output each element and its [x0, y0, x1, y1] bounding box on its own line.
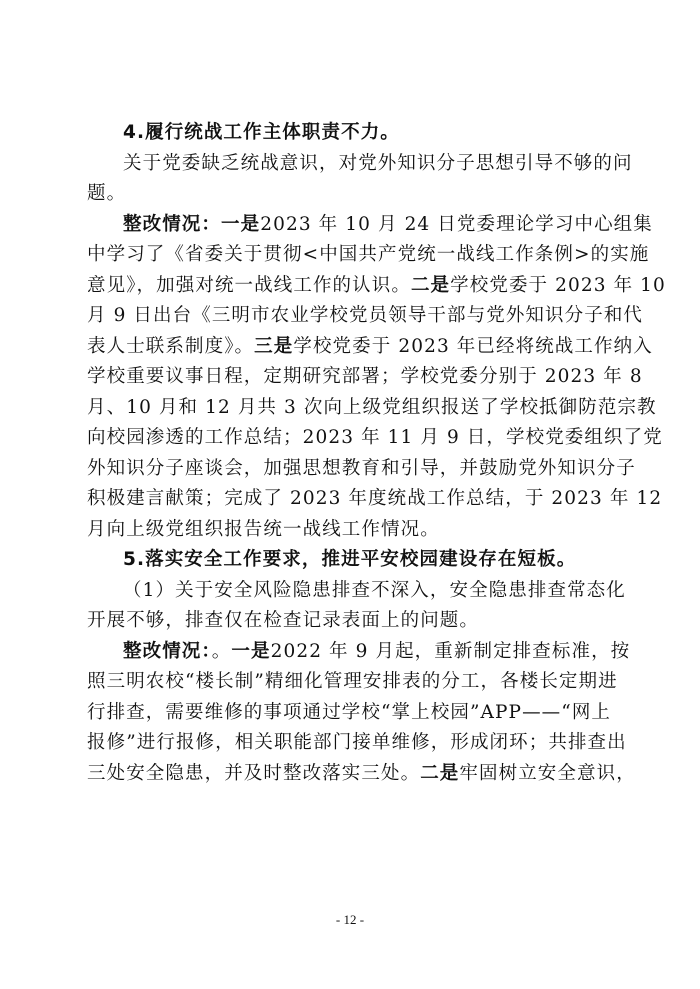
paragraph-text: 2023 年 10 月 24 日党委理论学习中心组集: [260, 213, 653, 235]
enumeration-first: 一是: [231, 640, 271, 662]
rectification-label: 整改情况：: [123, 640, 212, 662]
paragraph-text: 三处安全隐患，并及时整改落实三处。: [87, 762, 421, 784]
section-4-heading: 4.履行统战工作主体职责不力。: [123, 122, 400, 143]
enumeration-first: 一是: [221, 213, 261, 235]
section-4-rectification-line-9: 外知识分子座谈会，加强思想教育和引导，并鼓励党外知识分子: [87, 457, 636, 479]
section-5-rectification-line-4: 报修”进行报修，相关职能部门接单维修，形成闭环；共排查出: [87, 732, 627, 753]
paragraph-text: 。: [211, 640, 232, 662]
section-4-rectification-line-7: 月、10 月和 12 月共 3 次向上级党组织报送了学校抵御防范宗教: [87, 396, 657, 418]
section-4-rectification-line-10: 积极建言献策；完成了 2023 年度统战工作总结，于 2023 年 12: [87, 488, 663, 509]
paragraph-text: 学校党委于 2023 年 10: [450, 274, 666, 296]
section-4-rectification-line-6: 学校重要议事日程，定期研究部署；学校党委分别于 2023 年 8: [87, 366, 643, 387]
section-4-rectification-line-5: [87, 332, 653, 363]
section-4-rectification-line-11: 月向上级党组织报告统一战线工作情况。: [87, 518, 440, 540]
section-5-issue-line-2: 开展不够，排查仅在检查记录表面上的问题。: [87, 610, 480, 631]
section-4-rectification-line-2: 中学习了《省委关于贯彻<中国共产党统一战线工作条例>的实施: [87, 244, 650, 265]
enumeration-second: 二是: [410, 274, 451, 296]
section-5-rectification-line-2: 照三明农校“楼长制”精细化管理安排表的分工，各楼长定期进: [87, 671, 618, 692]
enumeration-third: 三是: [254, 335, 294, 357]
paragraph-text: 2022 年 9 月起，重新制定排查标准，按: [270, 640, 631, 662]
section-5-issue-line-1: （1）关于安全风险隐患排查不深入，安全隐患排查常态化: [123, 579, 626, 601]
section-4-issue-line-1: 关于党委缺乏统战意识，对党外知识分子思想引导不够的问: [123, 152, 633, 174]
section-4-issue-line-2: 题。: [87, 183, 127, 204]
section-4-rectification-line-1: [87, 210, 653, 241]
paragraph-text: 意见》，加强对统一战线工作的认识。: [87, 274, 411, 296]
rectification-label: 整改情况：: [123, 213, 222, 235]
section-5-rectification-line-1: [87, 637, 631, 668]
section-5-rectification-line-3: 行排查，需要维修的事项通过学校“掌上校园”APP——“网上: [87, 701, 612, 723]
paragraph-text: 牢固树立安全意识，: [459, 762, 636, 784]
section-5-rectification-line-5: [87, 759, 636, 790]
document-body: [87, 118, 666, 789]
paragraph-text: 学校党委于 2023 年已经将统战工作纳入: [293, 335, 653, 357]
paragraph-text: 表人士联系制度》。: [87, 335, 255, 357]
page-number: - 12 -: [335, 912, 365, 927]
section-4-rectification-line-4: 月 9 日出台《三明市农业学校党员领导干部与党外知识分子和代: [87, 305, 644, 326]
section-4-rectification-line-8: 向校园渗透的工作总结；2023 年 11 月 9 日，学校党委组织了党: [87, 427, 663, 448]
section-5-heading: 5.落实安全工作要求，推进平安校园建设存在短板。: [123, 549, 577, 570]
enumeration-second: 二是: [420, 762, 460, 784]
section-4-rectification-line-3: [87, 271, 666, 302]
